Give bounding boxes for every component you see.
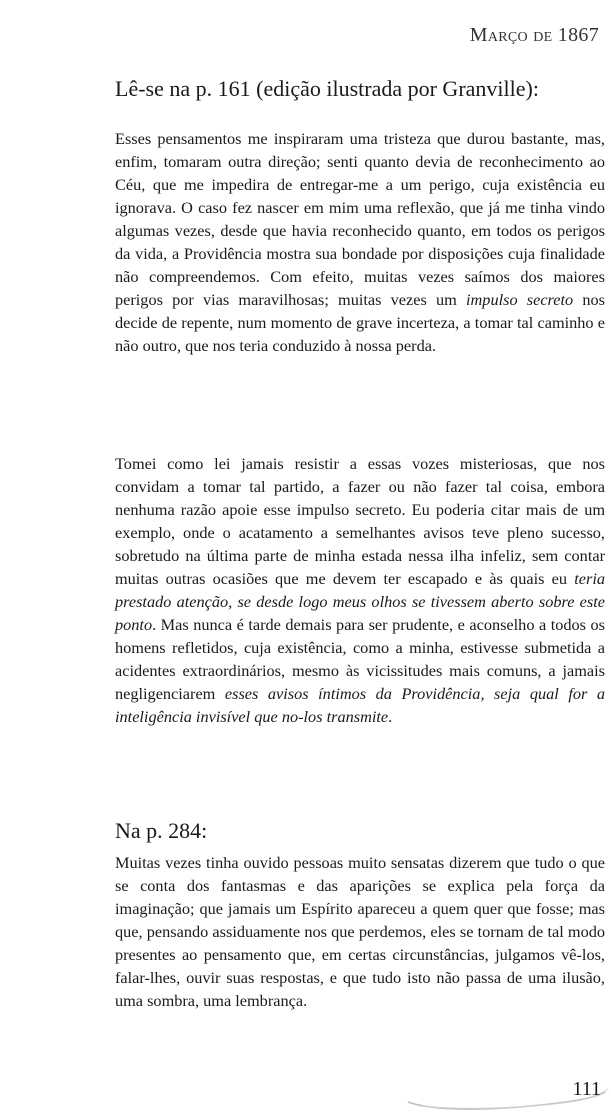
body-paragraph-2	[115, 452, 605, 728]
running-head: Março de 1867	[469, 24, 599, 46]
quote-heading-1: Lê-se na p. 161 (edição ilustrada por Granville):	[115, 76, 539, 101]
text-run: Muitas vezes tinha ouvido pessoas muito sensatas dizerem que tudo o que se conta dos fantasmas e das aparições se explica pela força da imaginação; que jamais um Espírito apareceu a quem quer que fosse; mas que, pensando assiduamente nos que perdemos, eles se tornam de tal modo presentes ao pensamento que, em certas circunstâncias, julgamos vê-los, falar-lhes, ouvir suas respostas, e que tudo isto não passa de uma ilusão, uma sombra, uma lembrança.	[115, 853, 605, 1010]
italic-text-run: esses avisos íntimos da Providência, seja qual for a inteligência invisível que no-los transmite	[115, 684, 605, 726]
body-paragraph-3	[115, 851, 605, 1012]
italic-text-run: impulso secreto	[466, 290, 574, 309]
text-run: nos decide de repente, num momento de grave incerteza, a tomar tal caminho e não outro, que nos teria conduzido à nossa perda.	[115, 290, 605, 355]
text-run: . Mas nunca é tarde demais para ser prudente, e aconselho a todos os homens refletidos, cuja existência, como a minha, estivesse submetida a acidentes extraordinários, mesmo às vicissitudes mais comuns, a jamais negligenciarem	[115, 615, 605, 703]
text-run: Tomei como lei jamais resistir a essas vozes misteriosas, que nos convidam a tomar tal partido, a fazer ou não fazer tal coisa, embora nenhuma razão apoie esse impulso secreto. Eu poderia citar mais de um exemplo, onde o acatamento a semelhantes avisos teve pleno sucesso, sobretudo na última parte de minha estada nessa ilha infeliz, sem contar muitas outras ocasiões que me devem ter escapado e às quais eu	[115, 454, 605, 588]
text-run: .	[388, 707, 393, 726]
body-paragraph-1	[115, 127, 605, 357]
page-number: 111	[572, 1078, 601, 1100]
quote-heading-2: Na p. 284:	[115, 818, 208, 843]
italic-text-run: teria prestado atenção, se desde logo meus olhos se tivessem aberto sobre este ponto	[115, 569, 605, 634]
text-run: Esses pensamentos me inspiraram uma tristeza que durou bastante, mas, enfim, tomaram outra direção; senti quanto devia de reconhecimento ao Céu, que me impedira de entregar-me a um perigo, cuja existência eu ignorava. O caso fez nascer em mim uma reflexão, que já me tinha vindo algumas vezes, desde que havia reconhecido quanto, em todos os perigos da vida, a Providência mostra sua bondade por disposições cuja finalidade não compreendemos. Com efeito, muitas vezes saímos dos maiores perigos por vias maravilhosas; muitas vezes um	[115, 129, 605, 309]
